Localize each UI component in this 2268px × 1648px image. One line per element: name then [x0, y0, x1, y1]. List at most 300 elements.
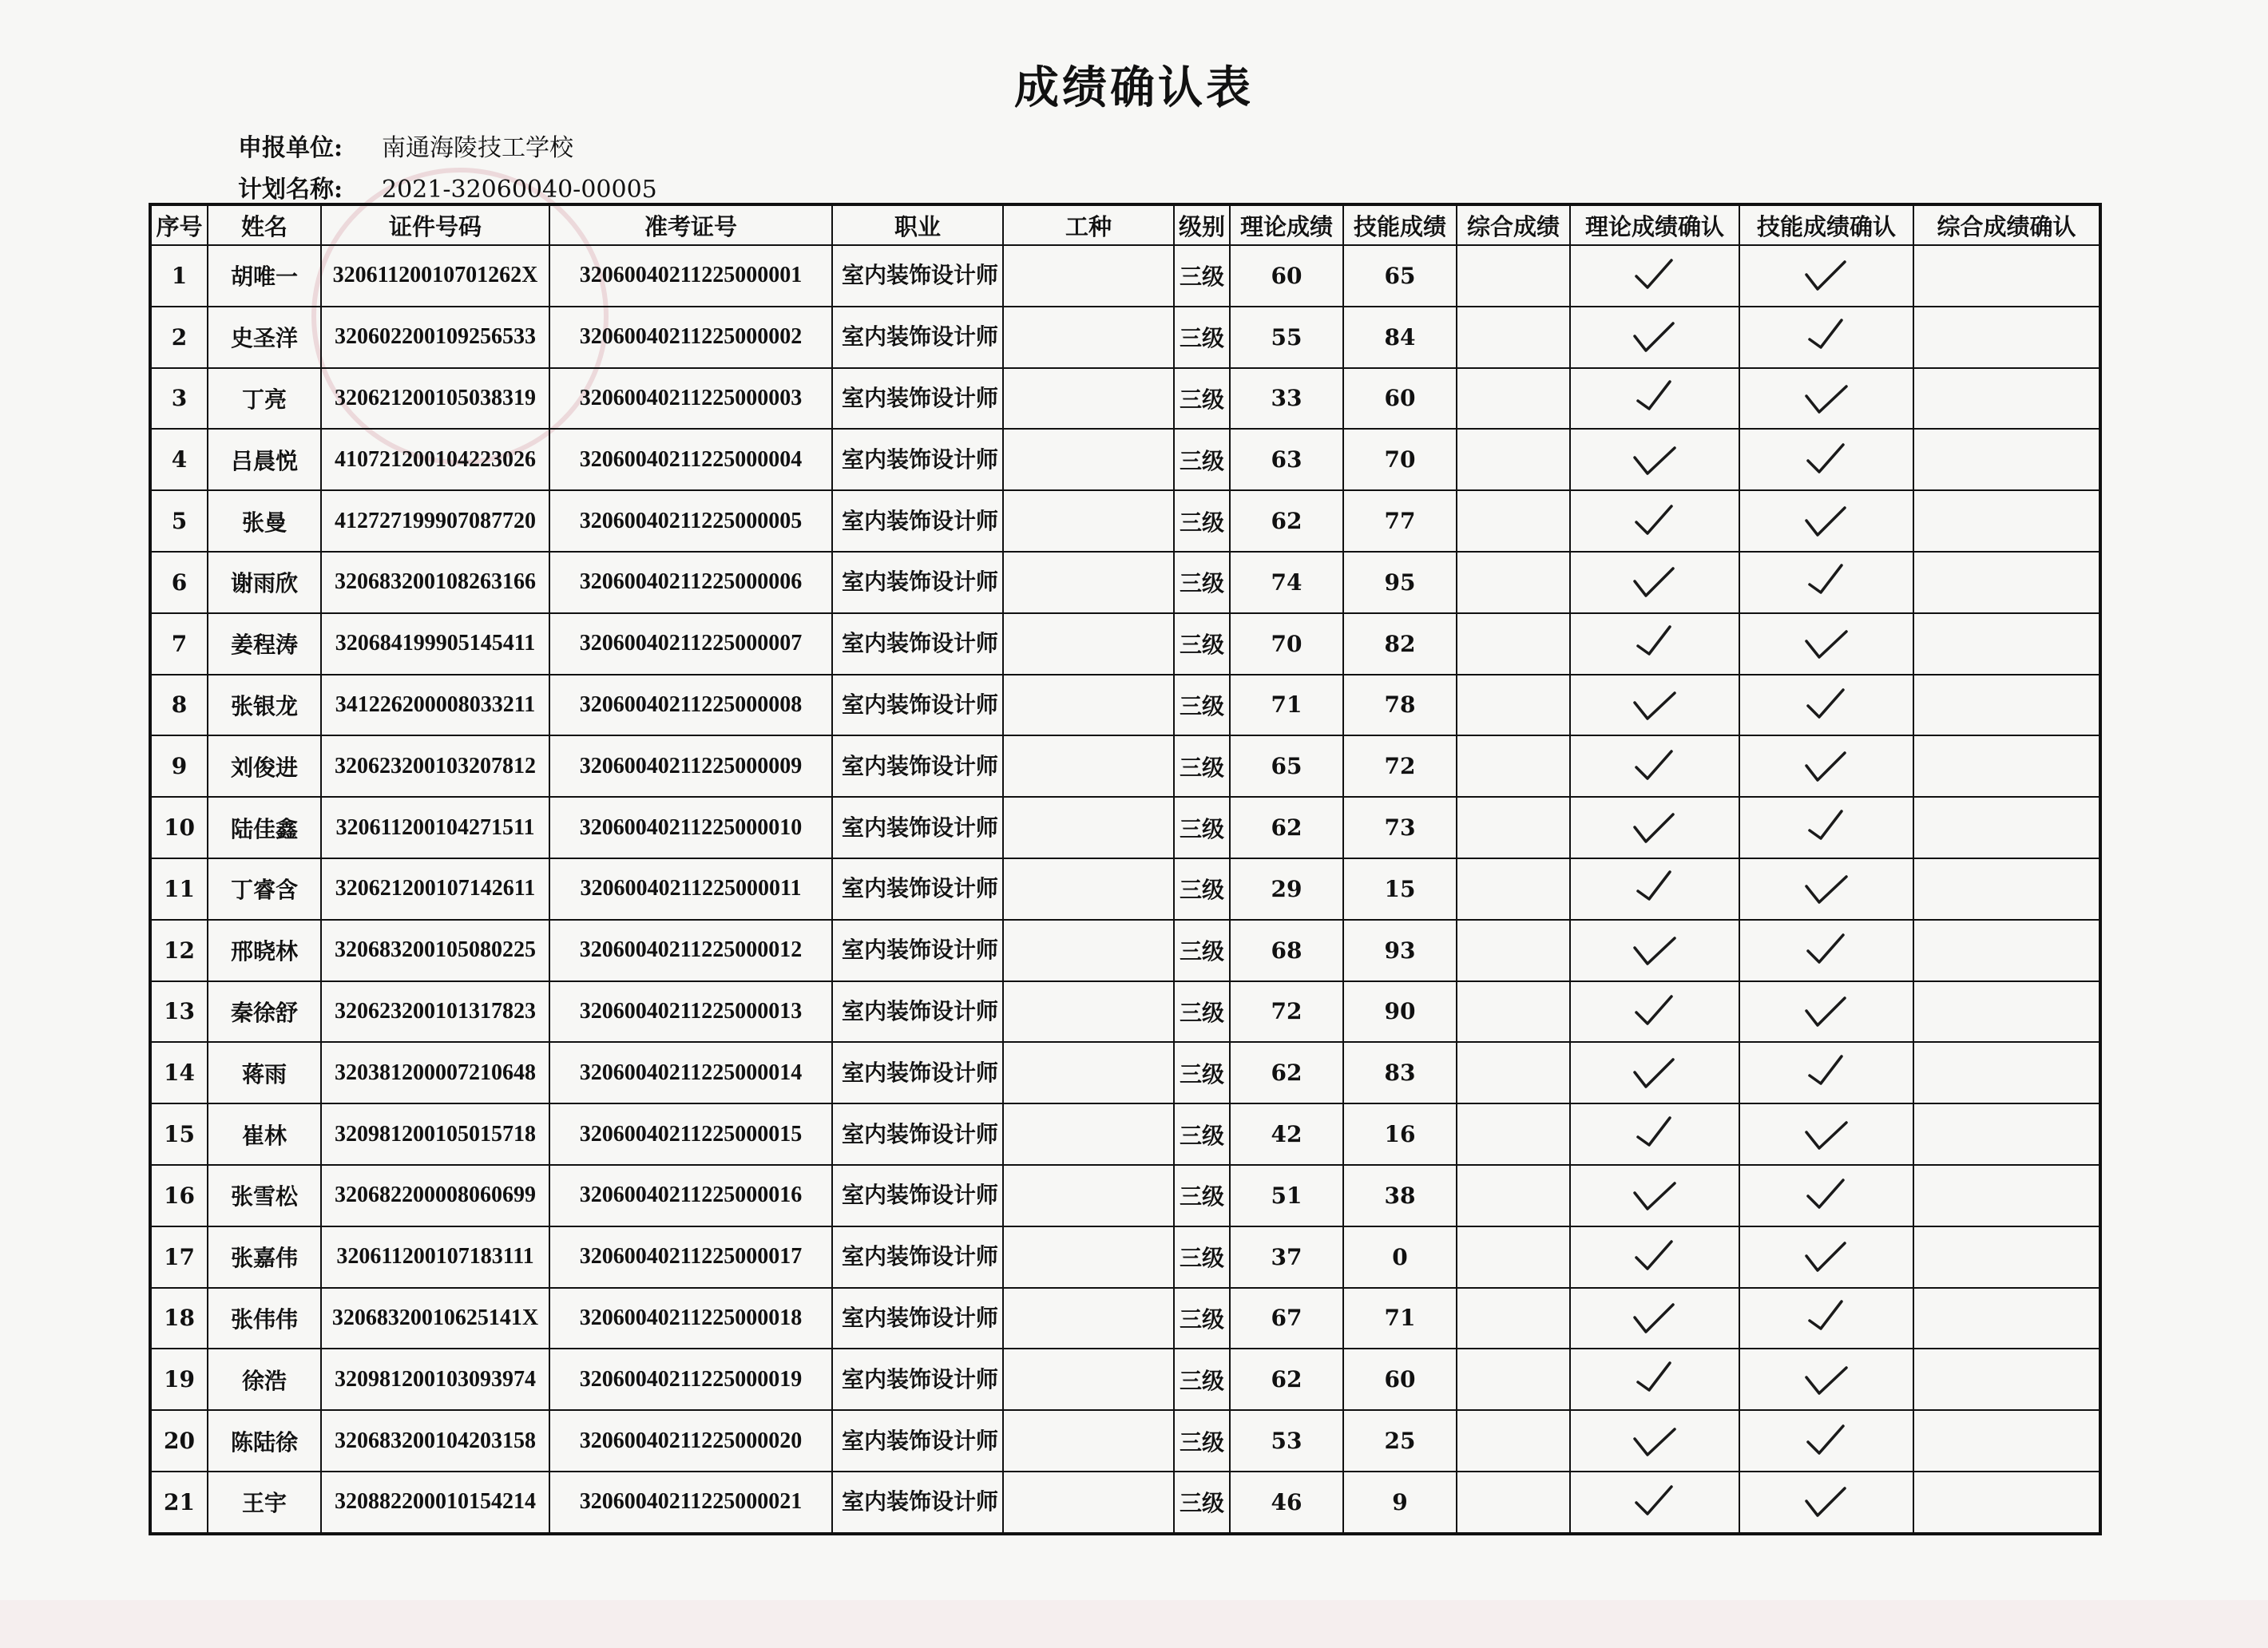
table-row	[150, 429, 2100, 490]
occupation-cell	[832, 735, 1003, 797]
occupation-cell	[832, 1226, 1003, 1288]
job-type-cell	[1003, 245, 1174, 307]
theory-confirm-cell	[1570, 797, 1739, 858]
level-cell: 三级	[1174, 429, 1230, 490]
skill-score-cell: 72	[1343, 735, 1457, 797]
theory-score-cell: 74	[1230, 552, 1343, 613]
header-cell: 理论成绩	[1230, 204, 1343, 245]
combined-confirm-cell	[1913, 429, 2100, 490]
skill-score-cell: 60	[1343, 1349, 1457, 1410]
row-number: 4	[150, 429, 208, 490]
table-row	[150, 981, 2100, 1043]
skill-score-cell: 9	[1343, 1472, 1457, 1534]
exam-number-cell: 32060040211225000017	[549, 1226, 832, 1288]
id-number-cell: 320602200109256533	[321, 307, 549, 368]
table-row	[150, 368, 2100, 430]
checkmark-icon	[1630, 378, 1679, 418]
checkmark-icon	[1630, 930, 1679, 970]
skill-confirm-cell	[1739, 858, 1913, 920]
exam-number-cell: 32060040211225000021	[549, 1472, 832, 1534]
job-type-cell	[1003, 1165, 1174, 1226]
combined-confirm-cell	[1913, 1349, 2100, 1410]
row-number: 3	[150, 368, 208, 430]
checkmark-icon	[1630, 869, 1679, 909]
table-row	[150, 245, 2100, 307]
skill-confirm-cell	[1739, 1410, 1913, 1472]
checkmark-icon	[1802, 1237, 1851, 1277]
checkmark-icon	[1802, 440, 1851, 480]
exam-number-cell: 32060040211225000010	[549, 797, 832, 858]
combined-score-cell	[1457, 920, 1570, 981]
occupation-text: 室内装饰设计师	[842, 630, 999, 657]
checkmark-icon	[1802, 317, 1851, 357]
exam-number-cell: 32060040211225000006	[549, 552, 832, 613]
theory-score-cell: 29	[1230, 858, 1343, 920]
name-cell: 胡唯一	[208, 245, 321, 307]
theory-score-cell: 62	[1230, 1042, 1343, 1103]
theory-confirm-cell	[1570, 675, 1739, 736]
header-cell: 技能成绩	[1343, 204, 1457, 245]
occupation-text: 室内装饰设计师	[842, 1488, 999, 1515]
theory-confirm-cell	[1570, 1226, 1739, 1288]
id-number-cell: 320682200008060699	[321, 1165, 549, 1226]
checkmark-icon	[1802, 501, 1851, 541]
job-type-cell	[1003, 1472, 1174, 1534]
combined-confirm-cell	[1913, 368, 2100, 430]
skill-confirm-cell	[1739, 735, 1913, 797]
occupation-text: 室内装饰设计师	[842, 1365, 999, 1392]
id-number-cell: 32061120010701262X	[321, 245, 549, 307]
skill-score-cell: 77	[1343, 490, 1457, 552]
header-cell: 技能成绩确认	[1739, 204, 1913, 245]
level-cell: 三级	[1174, 245, 1230, 307]
exam-number-cell: 32060040211225000011	[549, 858, 832, 920]
name-cell: 刘俊进	[208, 735, 321, 797]
theory-score-cell: 67	[1230, 1288, 1343, 1349]
row-number: 19	[150, 1349, 208, 1410]
id-number-cell: 412727199907087720	[321, 490, 549, 552]
occupation-cell	[832, 1349, 1003, 1410]
row-number: 1	[150, 245, 208, 307]
header-row	[150, 204, 2100, 245]
row-number: 17	[150, 1226, 208, 1288]
combined-confirm-cell	[1913, 920, 2100, 981]
theory-confirm-cell	[1570, 245, 1739, 307]
occupation-text: 室内装饰设计师	[842, 997, 999, 1024]
occupation-cell	[832, 552, 1003, 613]
occupation-cell	[832, 245, 1003, 307]
checkmark-icon	[1630, 624, 1679, 664]
exam-number-cell: 32060040211225000018	[549, 1288, 832, 1349]
unit-value: 南通海陵技工学校	[382, 134, 573, 162]
checkmark-icon	[1802, 747, 1851, 786]
table-row	[150, 920, 2100, 981]
job-type-cell	[1003, 920, 1174, 981]
occupation-text: 室内装饰设计师	[842, 937, 999, 964]
skill-confirm-cell	[1739, 981, 1913, 1043]
occupation-text: 室内装饰设计师	[842, 1243, 999, 1270]
unit-line	[238, 128, 573, 163]
name-cell: 蒋雨	[208, 1042, 321, 1103]
combined-confirm-cell	[1913, 797, 2100, 858]
name-cell: 崔林	[208, 1103, 321, 1165]
id-number-cell: 320623200101317823	[321, 981, 549, 1043]
exam-number-cell: 32060040211225000013	[549, 981, 832, 1043]
theory-score-cell: 51	[1230, 1165, 1343, 1226]
theory-score-cell: 42	[1230, 1103, 1343, 1165]
exam-number-cell: 32060040211225000004	[549, 429, 832, 490]
skill-confirm-cell	[1739, 1349, 1913, 1410]
theory-score-cell: 70	[1230, 613, 1343, 675]
unit-label: 申报单位:	[238, 134, 343, 162]
skill-score-cell: 70	[1343, 429, 1457, 490]
combined-score-cell	[1457, 368, 1570, 430]
checkmark-icon	[1630, 1298, 1679, 1338]
skill-confirm-cell	[1739, 552, 1913, 613]
level-cell: 三级	[1174, 1042, 1230, 1103]
name-cell: 姜程涛	[208, 613, 321, 675]
job-type-cell	[1003, 1042, 1174, 1103]
combined-score-cell	[1457, 1288, 1570, 1349]
theory-confirm-cell	[1570, 368, 1739, 430]
job-type-cell	[1003, 1226, 1174, 1288]
occupation-cell	[832, 490, 1003, 552]
name-cell: 谢雨欣	[208, 552, 321, 613]
id-number-cell: 320621200105038319	[321, 368, 549, 430]
theory-confirm-cell	[1570, 429, 1739, 490]
checkmark-icon	[1802, 685, 1851, 725]
id-number-cell: 320621200107142611	[321, 858, 549, 920]
checkmark-icon	[1630, 1237, 1679, 1277]
row-number: 9	[150, 735, 208, 797]
header-cell: 理论成绩确认	[1570, 204, 1739, 245]
name-cell: 吕晨悦	[208, 429, 321, 490]
skill-confirm-cell	[1739, 675, 1913, 736]
id-number-cell: 320981200105015718	[321, 1103, 549, 1165]
occupation-text: 室内装饰设计师	[842, 752, 999, 779]
table-row	[150, 490, 2100, 552]
id-number-cell: 410721200104223026	[321, 429, 549, 490]
checkmark-icon	[1630, 1421, 1679, 1461]
checkmark-icon	[1630, 1053, 1679, 1093]
theory-confirm-cell	[1570, 1288, 1739, 1349]
skill-score-cell: 16	[1343, 1103, 1457, 1165]
job-type-cell	[1003, 552, 1174, 613]
combined-score-cell	[1457, 613, 1570, 675]
occupation-cell	[832, 981, 1003, 1043]
checkmark-icon	[1630, 317, 1679, 357]
score-table	[149, 203, 2102, 1535]
combined-confirm-cell	[1913, 735, 2100, 797]
level-cell: 三级	[1174, 1288, 1230, 1349]
theory-confirm-cell	[1570, 613, 1739, 675]
theory-confirm-cell	[1570, 1349, 1739, 1410]
table-row	[150, 1165, 2100, 1226]
checkmark-icon	[1802, 808, 1851, 848]
combined-score-cell	[1457, 675, 1570, 736]
skill-confirm-cell	[1739, 1288, 1913, 1349]
checkmark-icon	[1630, 685, 1679, 725]
theory-confirm-cell	[1570, 1472, 1739, 1534]
table-row	[150, 307, 2100, 368]
table-row	[150, 613, 2100, 675]
plan-line	[238, 169, 657, 204]
table-row	[150, 675, 2100, 736]
job-type-cell	[1003, 613, 1174, 675]
table-row	[150, 797, 2100, 858]
skill-confirm-cell	[1739, 613, 1913, 675]
skill-score-cell: 90	[1343, 981, 1457, 1043]
exam-number-cell: 32060040211225000005	[549, 490, 832, 552]
id-number-cell: 320611200104271511	[321, 797, 549, 858]
name-cell: 史圣洋	[208, 307, 321, 368]
id-number-cell: 320683200105080225	[321, 920, 549, 981]
exam-number-cell: 32060040211225000012	[549, 920, 832, 981]
theory-score-cell: 63	[1230, 429, 1343, 490]
combined-confirm-cell	[1913, 1472, 2100, 1534]
header-cell: 职业	[832, 204, 1003, 245]
theory-score-cell: 68	[1230, 920, 1343, 981]
occupation-cell	[832, 1165, 1003, 1226]
exam-number-cell: 32060040211225000009	[549, 735, 832, 797]
occupation-text: 室内装饰设计师	[842, 814, 999, 841]
skill-confirm-cell	[1739, 368, 1913, 430]
checkmark-icon	[1630, 440, 1679, 480]
job-type-cell	[1003, 1103, 1174, 1165]
id-number-cell: 341226200008033211	[321, 675, 549, 736]
name-cell: 张曼	[208, 490, 321, 552]
occupation-cell	[832, 1103, 1003, 1165]
level-cell: 三级	[1174, 307, 1230, 368]
skill-confirm-cell	[1739, 1165, 1913, 1226]
checkmark-icon	[1802, 1175, 1851, 1215]
name-cell: 张银龙	[208, 675, 321, 736]
id-number-cell: 320381200007210648	[321, 1042, 549, 1103]
skill-confirm-cell	[1739, 307, 1913, 368]
exam-number-cell: 32060040211225000020	[549, 1410, 832, 1472]
level-cell: 三级	[1174, 1226, 1230, 1288]
combined-score-cell	[1457, 981, 1570, 1043]
header-cell: 综合成绩	[1457, 204, 1570, 245]
level-cell: 三级	[1174, 1349, 1230, 1410]
combined-confirm-cell	[1913, 1042, 2100, 1103]
level-cell: 三级	[1174, 613, 1230, 675]
checkmark-icon	[1802, 256, 1851, 295]
exam-number-cell: 32060040211225000003	[549, 368, 832, 430]
name-cell: 陆佳鑫	[208, 797, 321, 858]
checkmark-icon	[1630, 1360, 1679, 1400]
skill-score-cell: 95	[1343, 552, 1457, 613]
level-cell: 三级	[1174, 1103, 1230, 1165]
row-number: 6	[150, 552, 208, 613]
job-type-cell	[1003, 735, 1174, 797]
job-type-cell	[1003, 368, 1174, 430]
level-cell: 三级	[1174, 735, 1230, 797]
job-type-cell	[1003, 675, 1174, 736]
skill-score-cell: 84	[1343, 307, 1457, 368]
combined-confirm-cell	[1913, 552, 2100, 613]
theory-confirm-cell	[1570, 1042, 1739, 1103]
occupation-cell	[832, 1472, 1003, 1534]
row-number: 5	[150, 490, 208, 552]
table-row	[150, 1410, 2100, 1472]
job-type-cell	[1003, 307, 1174, 368]
level-cell: 三级	[1174, 552, 1230, 613]
occupation-text: 室内装饰设计师	[842, 384, 999, 411]
occupation-cell	[832, 920, 1003, 981]
combined-score-cell	[1457, 1410, 1570, 1472]
checkmark-icon	[1630, 992, 1679, 1032]
occupation-text: 室内装饰设计师	[842, 1304, 999, 1331]
row-number: 14	[150, 1042, 208, 1103]
occupation-text: 室内装饰设计师	[842, 568, 999, 596]
table-row	[150, 1042, 2100, 1103]
occupation-cell	[832, 1288, 1003, 1349]
occupation-text: 室内装饰设计师	[842, 691, 999, 718]
table-row	[150, 735, 2100, 797]
theory-score-cell: 60	[1230, 245, 1343, 307]
skill-score-cell: 71	[1343, 1288, 1457, 1349]
level-cell: 三级	[1174, 1410, 1230, 1472]
id-number-cell: 320623200103207812	[321, 735, 549, 797]
skill-confirm-cell	[1739, 797, 1913, 858]
skill-score-cell: 0	[1343, 1226, 1457, 1288]
combined-score-cell	[1457, 490, 1570, 552]
occupation-cell	[832, 797, 1003, 858]
name-cell: 王宇	[208, 1472, 321, 1534]
combined-confirm-cell	[1913, 1288, 2100, 1349]
skill-score-cell: 65	[1343, 245, 1457, 307]
combined-confirm-cell	[1913, 1226, 2100, 1288]
name-cell: 丁睿含	[208, 858, 321, 920]
theory-score-cell: 33	[1230, 368, 1343, 430]
theory-confirm-cell	[1570, 858, 1739, 920]
row-number: 13	[150, 981, 208, 1043]
skill-score-cell: 78	[1343, 675, 1457, 736]
combined-score-cell	[1457, 245, 1570, 307]
row-number: 10	[150, 797, 208, 858]
theory-score-cell: 55	[1230, 307, 1343, 368]
checkmark-icon	[1802, 624, 1851, 664]
table-row	[150, 1226, 2100, 1288]
occupation-cell	[832, 858, 1003, 920]
skill-confirm-cell	[1739, 920, 1913, 981]
theory-score-cell: 46	[1230, 1472, 1343, 1534]
checkmark-icon	[1802, 1115, 1851, 1155]
theory-score-cell: 72	[1230, 981, 1343, 1043]
job-type-cell	[1003, 981, 1174, 1043]
theory-score-cell: 65	[1230, 735, 1343, 797]
name-cell: 丁亮	[208, 368, 321, 430]
checkmark-icon	[1802, 1421, 1851, 1461]
occupation-cell	[832, 1042, 1003, 1103]
level-cell: 三级	[1174, 858, 1230, 920]
occupation-text: 室内装饰设计师	[842, 507, 999, 534]
exam-number-cell: 32060040211225000008	[549, 675, 832, 736]
checkmark-icon	[1630, 562, 1679, 602]
row-number: 16	[150, 1165, 208, 1226]
checkmark-icon	[1802, 869, 1851, 909]
exam-number-cell: 32060040211225000007	[549, 613, 832, 675]
checkmark-icon	[1630, 256, 1679, 295]
exam-number-cell: 32060040211225000014	[549, 1042, 832, 1103]
occupation-text: 室内装饰设计师	[842, 323, 999, 351]
checkmark-icon	[1802, 1053, 1851, 1093]
row-number: 11	[150, 858, 208, 920]
combined-confirm-cell	[1913, 1165, 2100, 1226]
job-type-cell	[1003, 1349, 1174, 1410]
table-row	[150, 1349, 2100, 1410]
level-cell: 三级	[1174, 1472, 1230, 1534]
exam-number-cell: 32060040211225000002	[549, 307, 832, 368]
row-number: 15	[150, 1103, 208, 1165]
skill-score-cell: 25	[1343, 1410, 1457, 1472]
combined-score-cell	[1457, 1226, 1570, 1288]
occupation-cell	[832, 613, 1003, 675]
table-row	[150, 1288, 2100, 1349]
table-row	[150, 1103, 2100, 1165]
name-cell: 张伟伟	[208, 1288, 321, 1349]
skill-confirm-cell	[1739, 245, 1913, 307]
exam-number-cell: 32060040211225000016	[549, 1165, 832, 1226]
header-cell: 工种	[1003, 204, 1174, 245]
plan-label: 计划名称:	[238, 176, 343, 204]
occupation-text: 室内装饰设计师	[842, 875, 999, 902]
id-number-cell: 320683200108263166	[321, 552, 549, 613]
theory-confirm-cell	[1570, 981, 1739, 1043]
occupation-text: 室内装饰设计师	[842, 1182, 999, 1209]
checkmark-icon	[1802, 930, 1851, 970]
occupation-text: 室内装饰设计师	[842, 1120, 999, 1147]
combined-confirm-cell	[1913, 675, 2100, 736]
combined-score-cell	[1457, 1042, 1570, 1103]
combined-score-cell	[1457, 552, 1570, 613]
theory-confirm-cell	[1570, 1165, 1739, 1226]
header-cell: 综合成绩确认	[1913, 204, 2100, 245]
header-cell: 准考证号	[549, 204, 832, 245]
level-cell: 三级	[1174, 368, 1230, 430]
row-number: 12	[150, 920, 208, 981]
job-type-cell	[1003, 1288, 1174, 1349]
level-cell: 三级	[1174, 981, 1230, 1043]
checkmark-icon	[1630, 501, 1679, 541]
theory-confirm-cell	[1570, 1410, 1739, 1472]
combined-confirm-cell	[1913, 307, 2100, 368]
combined-confirm-cell	[1913, 1410, 2100, 1472]
skill-score-cell: 15	[1343, 858, 1457, 920]
bottom-edge-tint	[0, 1600, 2268, 1648]
combined-score-cell	[1457, 735, 1570, 797]
combined-score-cell	[1457, 1165, 1570, 1226]
job-type-cell	[1003, 1410, 1174, 1472]
name-cell: 张嘉伟	[208, 1226, 321, 1288]
occupation-cell	[832, 429, 1003, 490]
combined-confirm-cell	[1913, 858, 2100, 920]
skill-confirm-cell	[1739, 490, 1913, 552]
id-number-cell: 32068320010625141X	[321, 1288, 549, 1349]
skill-score-cell: 83	[1343, 1042, 1457, 1103]
combined-score-cell	[1457, 1349, 1570, 1410]
skill-score-cell: 93	[1343, 920, 1457, 981]
checkmark-icon	[1802, 1482, 1851, 1522]
level-cell: 三级	[1174, 797, 1230, 858]
row-number: 2	[150, 307, 208, 368]
combined-confirm-cell	[1913, 245, 2100, 307]
header-cell: 级别	[1174, 204, 1230, 245]
combined-score-cell	[1457, 858, 1570, 920]
name-cell: 徐浩	[208, 1349, 321, 1410]
occupation-text: 室内装饰设计师	[842, 446, 999, 473]
